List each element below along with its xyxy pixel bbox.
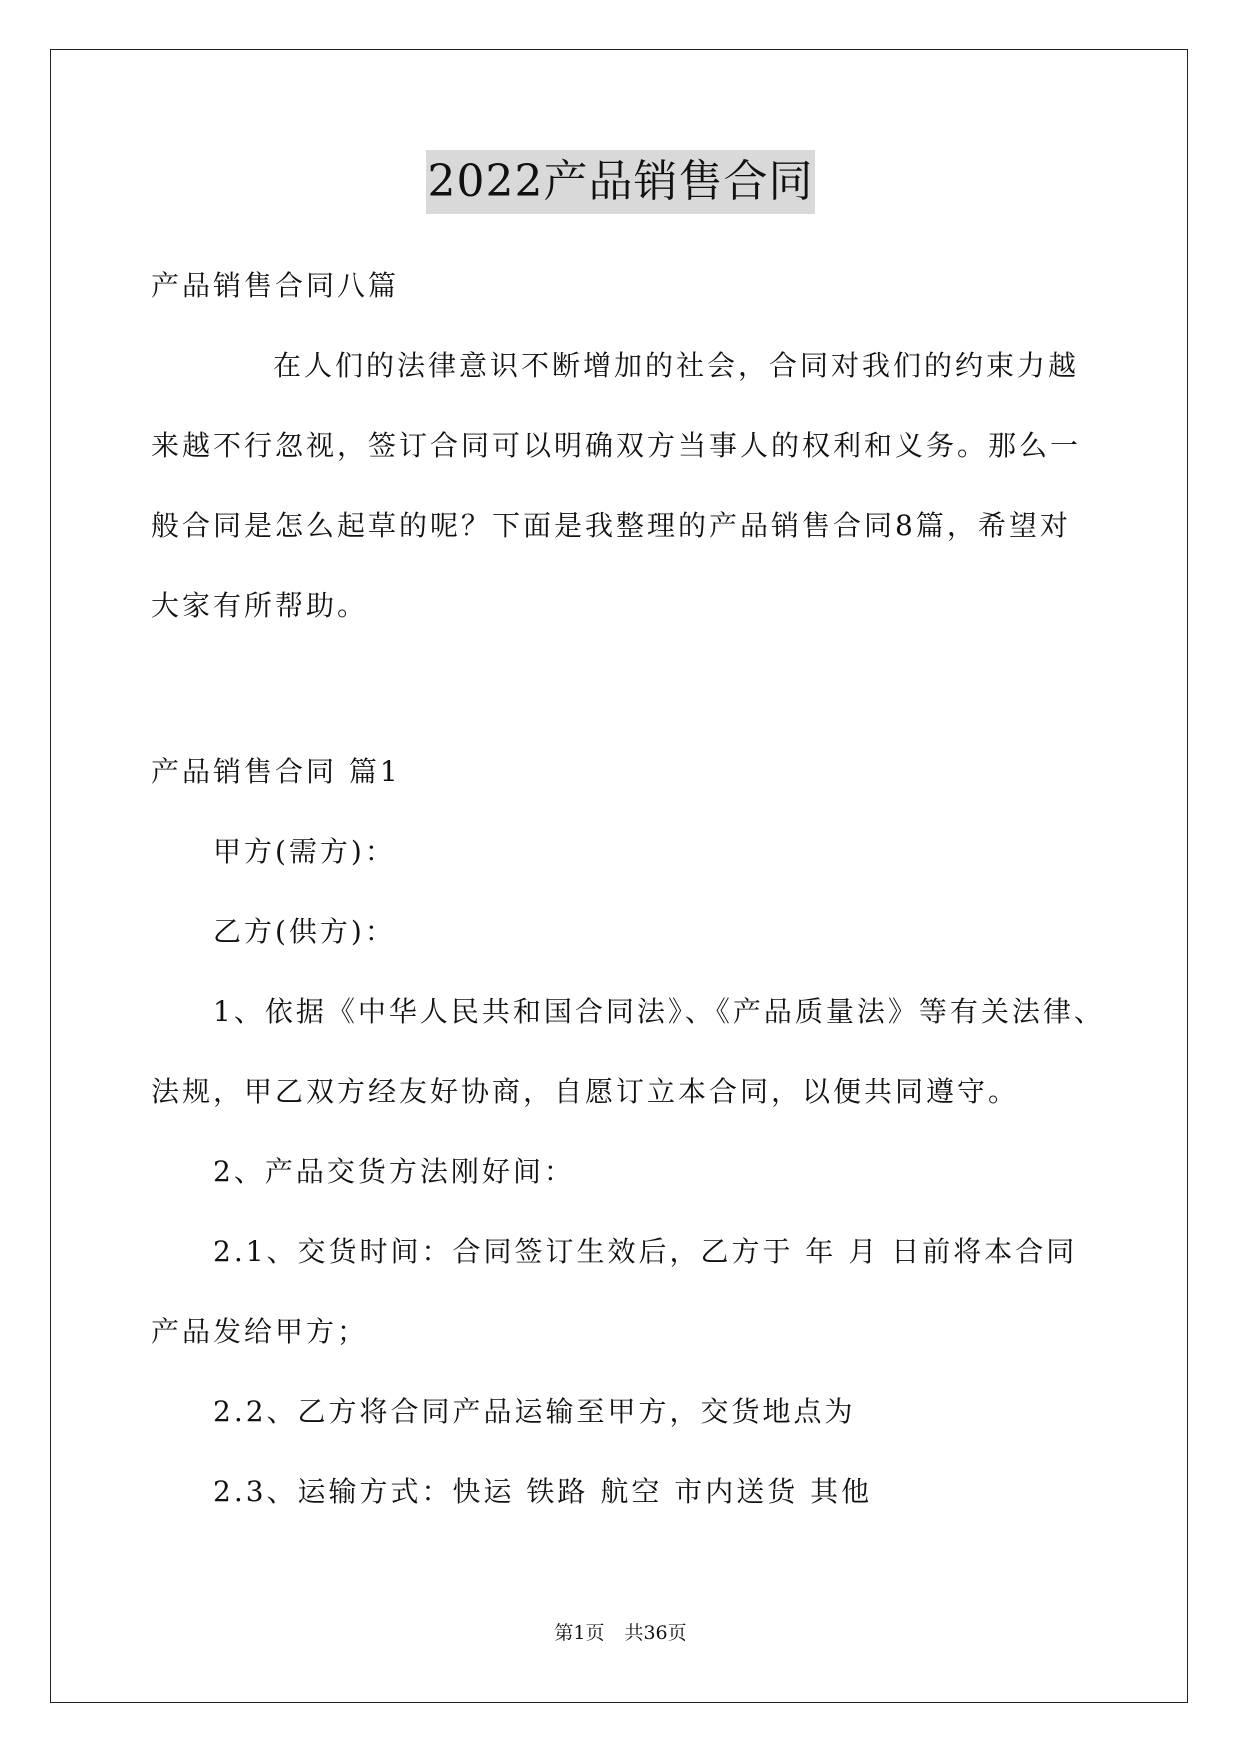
page-total: 共36页 [624, 1622, 687, 1644]
clause-1-line-2: 法规，甲乙双方经友好协商，自愿订立本合同，以便共同遵守。 [151, 1075, 1020, 1108]
title-container [0, 150, 1241, 214]
intro-line-3: 般合同是怎么起草的呢？下面是我整理的产品销售合同8篇，希望对 [151, 509, 1071, 542]
section-heading: 产品销售合同 篇1 [151, 755, 401, 788]
party-b-line: 乙方(供方)： [213, 915, 396, 948]
page-footer [0, 1620, 1241, 1646]
intro-line-2: 来越不行忽视，签订合同可以明确双方当事人的权利和义务。那么一 [151, 429, 1082, 462]
clause-2-2-line: 2.2、乙方将合同产品运输至甲方，交货地点为 [213, 1395, 856, 1428]
document-title: 2022产品销售合同 [426, 150, 816, 214]
page-number: 第1页 [554, 1622, 605, 1644]
clause-2-1-line-2: 产品发给甲方； [151, 1315, 369, 1348]
intro-line-4: 大家有所帮助。 [151, 589, 369, 622]
intro-line-1: 在人们的法律意识不断增加的社会，合同对我们的约束力越 [273, 349, 1080, 382]
clause-2-heading: 2、产品交货方法刚好间： [213, 1155, 575, 1188]
clause-2-1-line-1: 2.1、交货时间：合同签订生效后，乙方于 年 月 日前将本合同 [213, 1235, 1078, 1268]
party-a-line: 甲方(需方)： [213, 835, 396, 868]
clause-2-3-line: 2.3、运输方式：快运 铁路 航空 市内送货 其他 [213, 1475, 873, 1508]
document-subtitle: 产品销售合同八篇 [151, 269, 400, 302]
clause-1-line-1: 1、依据《中华人民共和国合同法》、《产品质量法》等有关法律、 [213, 995, 1105, 1028]
